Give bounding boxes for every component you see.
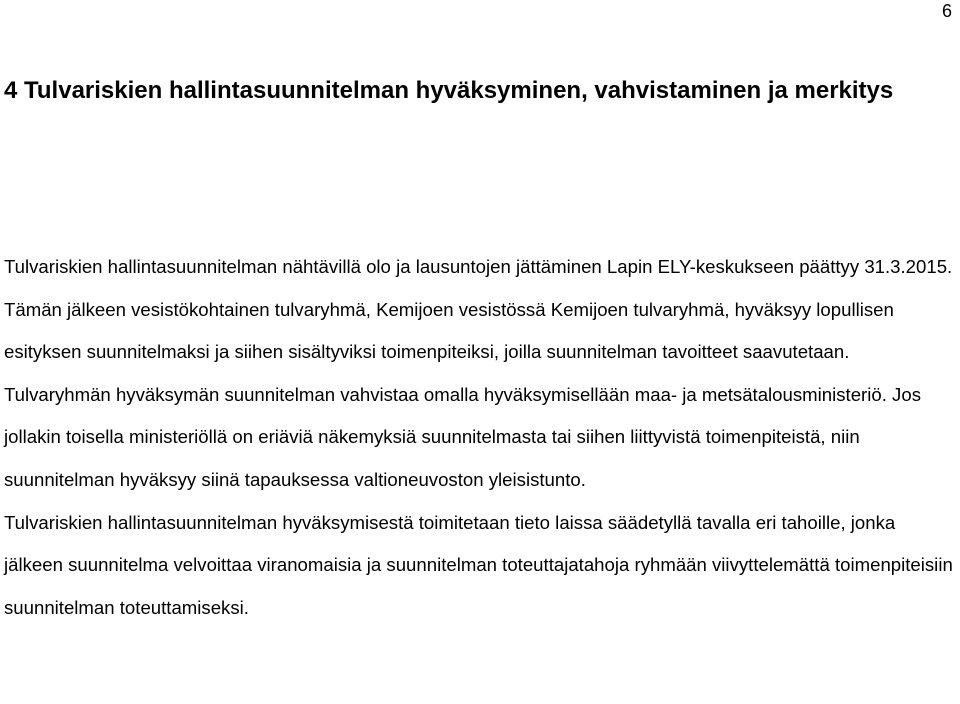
paragraph-review-period: Tulvariskien hallintasuunnitelman nähtävillä olo ja lausuntojen jättäminen Lapin ELY-keskukseen päättyy 31.3.2015. Tämän jälkeen vesistökohtainen tulvaryhmä, Kemijoen vesistössä Kemijoen tulvaryhmä, hyväksyy lopullisen esityksen suunnitelmaksi ja siihen sisältyviksi toimenpiteiksi, joilla suunnitelman tavoitteet saavutetaan. [4,256,953,363]
body-text [4,246,954,629]
chapter-heading: 4 Tulvariskien hallintasuunnitelman hyväksyminen, vahvistaminen ja merkitys [4,77,894,104]
page-number: 6 [941,1,952,21]
paragraph-notification: Tulvariskien hallintasuunnitelman hyväksymisestä toimitetaan tieto laissa säädetyllä tavalla eri tahoille, jonka jälkeen suunnitelma velvoittaa viranomaisia ja suunnitelman toteuttajatahoja ryhmään viivyttelemättä toimenpiteisiin suunnitelman toteuttamiseksi. [4,511,953,618]
paragraph-ministry-approval: Tulvaryhmän hyväksymän suunnitelman vahvistaa omalla hyväksymisellään maa- ja metsätalousministeriö. Jos jollakin toisella ministeriöllä on eriäviä näkemyksiä suunnitelmasta tai siihen liittyvistä toimenpiteistä, niin suunnitelman hyväksyy siinä tapauksessa valtioneuvoston yleisistunto. [4,383,921,490]
